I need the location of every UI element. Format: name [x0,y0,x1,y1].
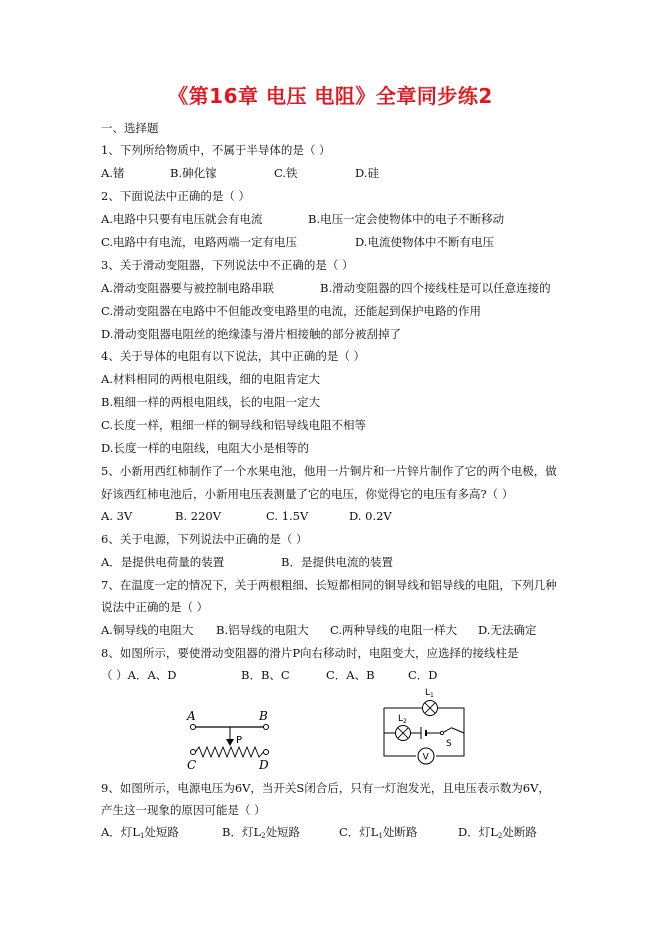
q5-stem-line2: 好该西红柿电池后，小新用电压表测量了它的电压，你觉得它的电压有多高?（ ） [101,487,514,501]
q9-option-d: D．灯$L_2$处断路 [458,825,537,840]
terminal-a [191,725,196,730]
slider-label-p: P [236,735,243,746]
q1-option-c: C.铁 [274,166,298,180]
q1-option-d: D.硅 [355,166,379,180]
q7-option-c: C.两种导线的电阻一样大 [330,623,458,637]
q2-option-a: A.电路中只要有电压就会有电流 [101,212,263,226]
rheostat-label-b: B [259,709,268,723]
rheostat-figure [180,705,280,773]
rheostat-label-c: C [187,758,197,772]
q9-stem-line1: 9、如图所示，电源电压为6V，当开关S闭合后，只有一灯泡发光，且电压表示数为6V， [101,781,550,795]
q7-option-b: B.铝导线的电阻大 [216,623,309,637]
q6-stem: 6、关于电源，下列说法中正确的是（ ） [101,532,308,546]
circuit-figure [378,683,474,771]
switch-icon [440,731,443,734]
page-title: 《第16章 电压 电阻》全章同步练2 [168,84,493,108]
switch-label: S [446,739,452,749]
q3-option-c: C.滑动变阻器在电路中不但能改变电路里的电流，还能起到保护电路的作用 [101,304,482,318]
q1-option-a: A.锗 [101,166,125,180]
q1-stem: 1、下列所给物质中，不属于半导体的是（ ） [101,143,331,157]
q3-option-a: A.滑动变阻器要与被控制电路串联 [101,281,274,295]
q2-stem: 2、下面说法中正确的是（ ） [101,189,250,203]
section-heading: 一、选择题 [101,121,159,135]
q6-option-b: B．是提供电流的装置 [281,555,393,569]
q7-option-a: A.铜导线的电阻大 [101,623,194,637]
q7-stem-line1: 7、在温度一定的情况下，关于两根粗细、长短都相同的铜导线和铝导线的电阻，下列几种 [101,578,557,592]
q9-option-b: B．灯$L_2$处短路 [222,825,301,840]
q5-option-b: B. 220V [175,509,222,523]
q5-option-c: C. 1.5V [266,509,309,523]
q2-option-d: D.电流使物体中不断有电压 [355,235,494,249]
q3-option-d: D.滑动变阻器电阻丝的绝缘漆与滑片相接触的部分被刮掉了 [101,327,401,341]
q6-option-a: A．是提供电荷量的装置 [101,555,225,569]
q4-option-a: A.材料相同的两根电阻线，细的电阻肯定大 [101,372,320,386]
q1-option-b: B.砷化镓 [170,166,217,180]
q5-option-d: D. 0.2V [349,509,392,523]
q7-option-d: D.无法确定 [478,623,537,637]
q5-stem-line1: 5、小新用西红柿制作了一个水果电池，他用一片铜片和一片锌片制作了它的两个电极，做 [101,464,557,478]
terminal-d [264,750,269,755]
q8-option-d: C．D [408,668,438,682]
q7-stem-line2: 说法中正确的是（ ） [101,600,209,614]
q3-option-b: B.滑动变阻器的四个接线柱是可以任意连接的 [320,281,551,295]
q2-option-c: C.电路中有电流，电路两端一定有电压 [101,235,298,249]
rheostat-label-a: A [187,709,196,723]
q8-option-b: B．B、C [241,668,290,682]
terminal-c [191,750,196,755]
slider-arrow [226,739,234,746]
rheostat-label-d: D [259,758,269,772]
q4-option-b: B.粗细一样的两根电阻线，长的电阻一定大 [101,395,321,409]
q4-option-c: C.长度一样，粗细一样的铜导线和铝导线电阻不相等 [101,418,367,432]
q8-option-c: C．A、B [326,668,375,682]
q4-option-d: D.长度一样的电阻线，电阻大小是相等的 [101,441,309,455]
q5-option-a: A. 3V [101,509,133,523]
lamp-l1-label: $L_1$ [425,688,434,699]
q9-option-a: A．灯$L_1$处短路 [101,825,179,840]
q9-option-c: C．灯$L_1$处断路 [339,825,418,840]
q2-option-b: B.电压一定会使物体中的电子不断移动 [308,212,505,226]
q8-option-a: （ ）A．A、D [101,668,177,682]
q3-stem: 3、关于滑动变阻器，下列说法中不正确的是（ ） [101,258,354,272]
lamp-l2-label: $L_2$ [398,714,407,725]
q4-stem: 4、关于导体的电阻有以下说法，其中正确的是（ ） [101,349,365,363]
q8-stem: 8、如图所示，要使滑动变阻器的滑片P向右移动时，电阻变大，应选择的接线柱是 [101,646,519,660]
voltmeter-label: V [422,752,429,763]
q9-stem-line2: 产生这一现象的原因可能是（ ） [101,803,266,817]
resistance-wire [196,747,264,757]
terminal-b [264,725,269,730]
